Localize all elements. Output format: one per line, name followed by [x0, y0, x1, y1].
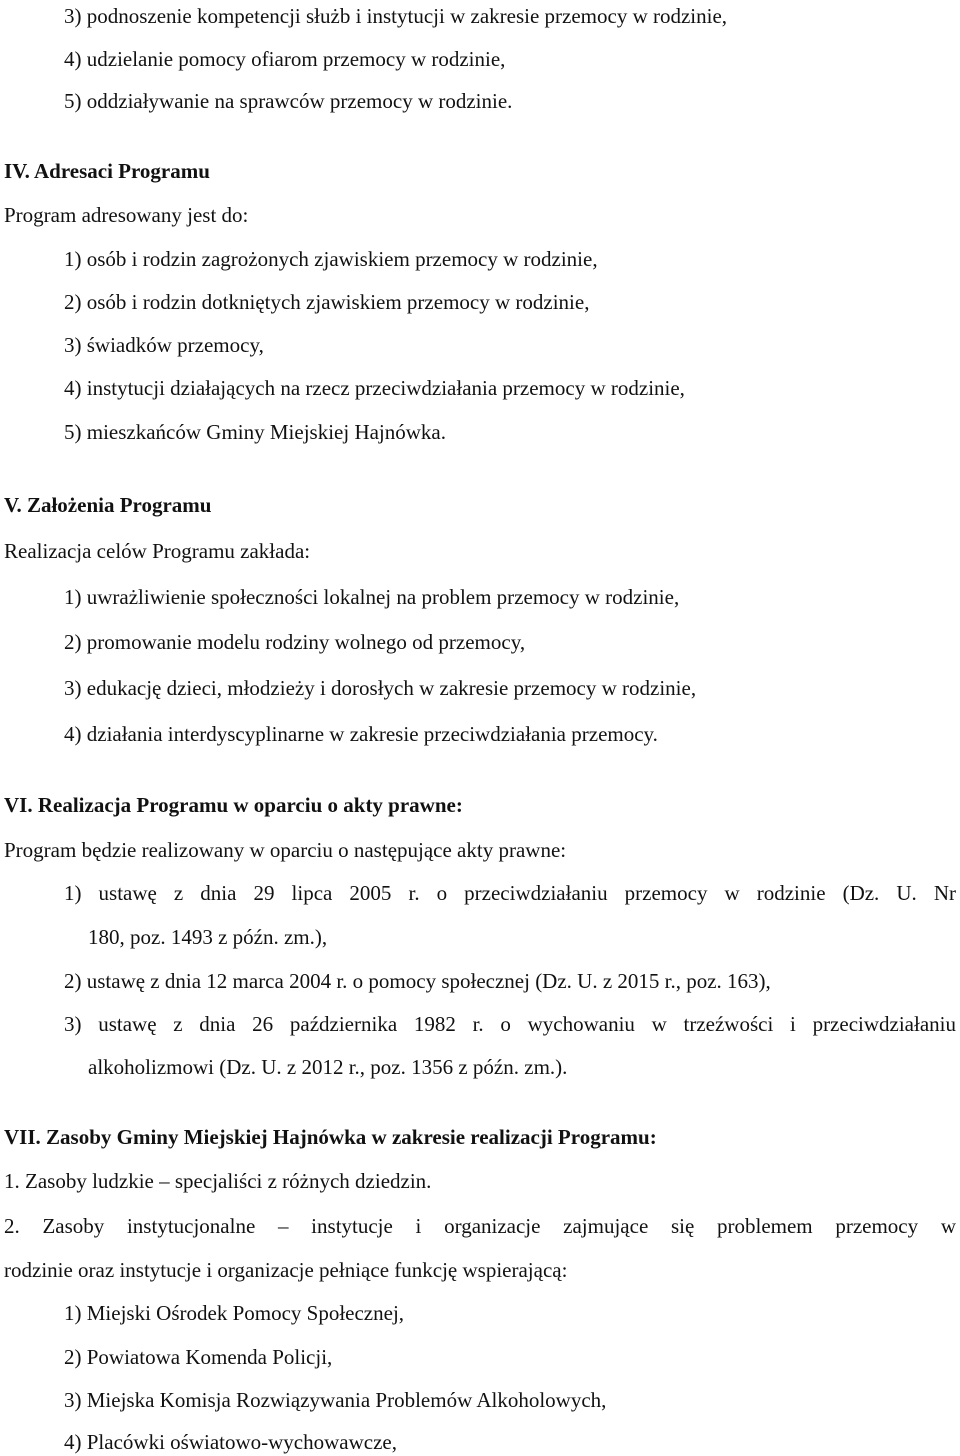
list-item: 1) osób i rodzin zagrożonych zjawiskiem przemocy w rodzinie,	[64, 247, 598, 271]
list-item: 1) ustawę z dnia 29 lipca 2005 r. o przeciwdziałaniu przemocy w rodzinie (Dz. U. Nr	[64, 881, 956, 905]
list-item: 4) udzielanie pomocy ofiarom przemocy w rodzinie,	[64, 47, 506, 71]
section-heading-iv: IV. Adresaci Programu	[4, 159, 210, 183]
list-item: 3) Miejska Komisja Rozwiązywania Problemów Alkoholowych,	[64, 1388, 607, 1412]
section-heading-vi: VI. Realizacja Programu w oparciu o akty prawne:	[4, 793, 463, 817]
list-item: 5) mieszkańców Gminy Miejskiej Hajnówka.	[64, 420, 446, 444]
list-item: 2) ustawę z dnia 12 marca 2004 r. o pomocy społecznej (Dz. U. z 2015 r., poz. 163),	[64, 969, 771, 993]
list-item: 1) uwrażliwienie społeczności lokalnej na problem przemocy w rodzinie,	[64, 585, 680, 609]
section-heading-v: V. Założenia Programu	[4, 493, 212, 517]
list-item: 1) Miejski Ośrodek Pomocy Społecznej,	[64, 1301, 405, 1325]
list-item: 2) promowanie modelu rodziny wolnego od przemocy,	[64, 630, 526, 654]
list-item: 4) instytucji działających na rzecz przeciwdziałania przemocy w rodzinie,	[64, 376, 685, 400]
section-heading-vii: VII. Zasoby Gminy Miejskiej Hajnówka w zakresie realizacji Programu:	[4, 1125, 657, 1149]
list-item: 4) działania interdyscyplinarne w zakresie przeciwdziałania przemocy.	[64, 722, 658, 746]
list-item: 3) świadków przemocy,	[64, 333, 264, 357]
paragraph: 1. Zasoby ludzkie – specjaliści z różnych dziedzin.	[4, 1169, 432, 1193]
list-item-continuation: alkoholizmowi (Dz. U. z 2012 r., poz. 1356 z późn. zm.).	[88, 1055, 568, 1079]
list-item-continuation: 180, poz. 1493 z późn. zm.),	[88, 925, 328, 949]
list-item: 5) oddziaływanie na sprawców przemocy w rodzinie.	[64, 89, 513, 113]
section-intro: Program adresowany jest do:	[4, 203, 249, 227]
list-item: 4) Placówki oświatowo-wychowawcze,	[64, 1430, 397, 1454]
section-intro: Realizacja celów Programu zakłada:	[4, 539, 311, 563]
list-item: 2) Powiatowa Komenda Policji,	[64, 1345, 333, 1369]
paragraph: 2. Zasoby instytucjonalne – instytucje i organizacje zajmujące się problemem przemocy w	[4, 1214, 956, 1238]
paragraph-continuation: rodzinie oraz instytucje i organizacje pełniące funkcję wspierającą:	[4, 1258, 568, 1282]
list-item: 3) ustawę z dnia 26 października 1982 r. o wychowaniu w trzeźwości i przeciwdziałaniu	[64, 1012, 956, 1036]
section-intro: Program będzie realizowany w oparciu o następujące akty prawne:	[4, 838, 567, 862]
list-item: 2) osób i rodzin dotkniętych zjawiskiem przemocy w rodzinie,	[64, 290, 590, 314]
list-item: 3) podnoszenie kompetencji służb i instytucji w zakresie przemocy w rodzinie,	[64, 4, 728, 28]
list-item: 3) edukację dzieci, młodzieży i dorosłych w zakresie przemocy w rodzinie,	[64, 676, 697, 700]
